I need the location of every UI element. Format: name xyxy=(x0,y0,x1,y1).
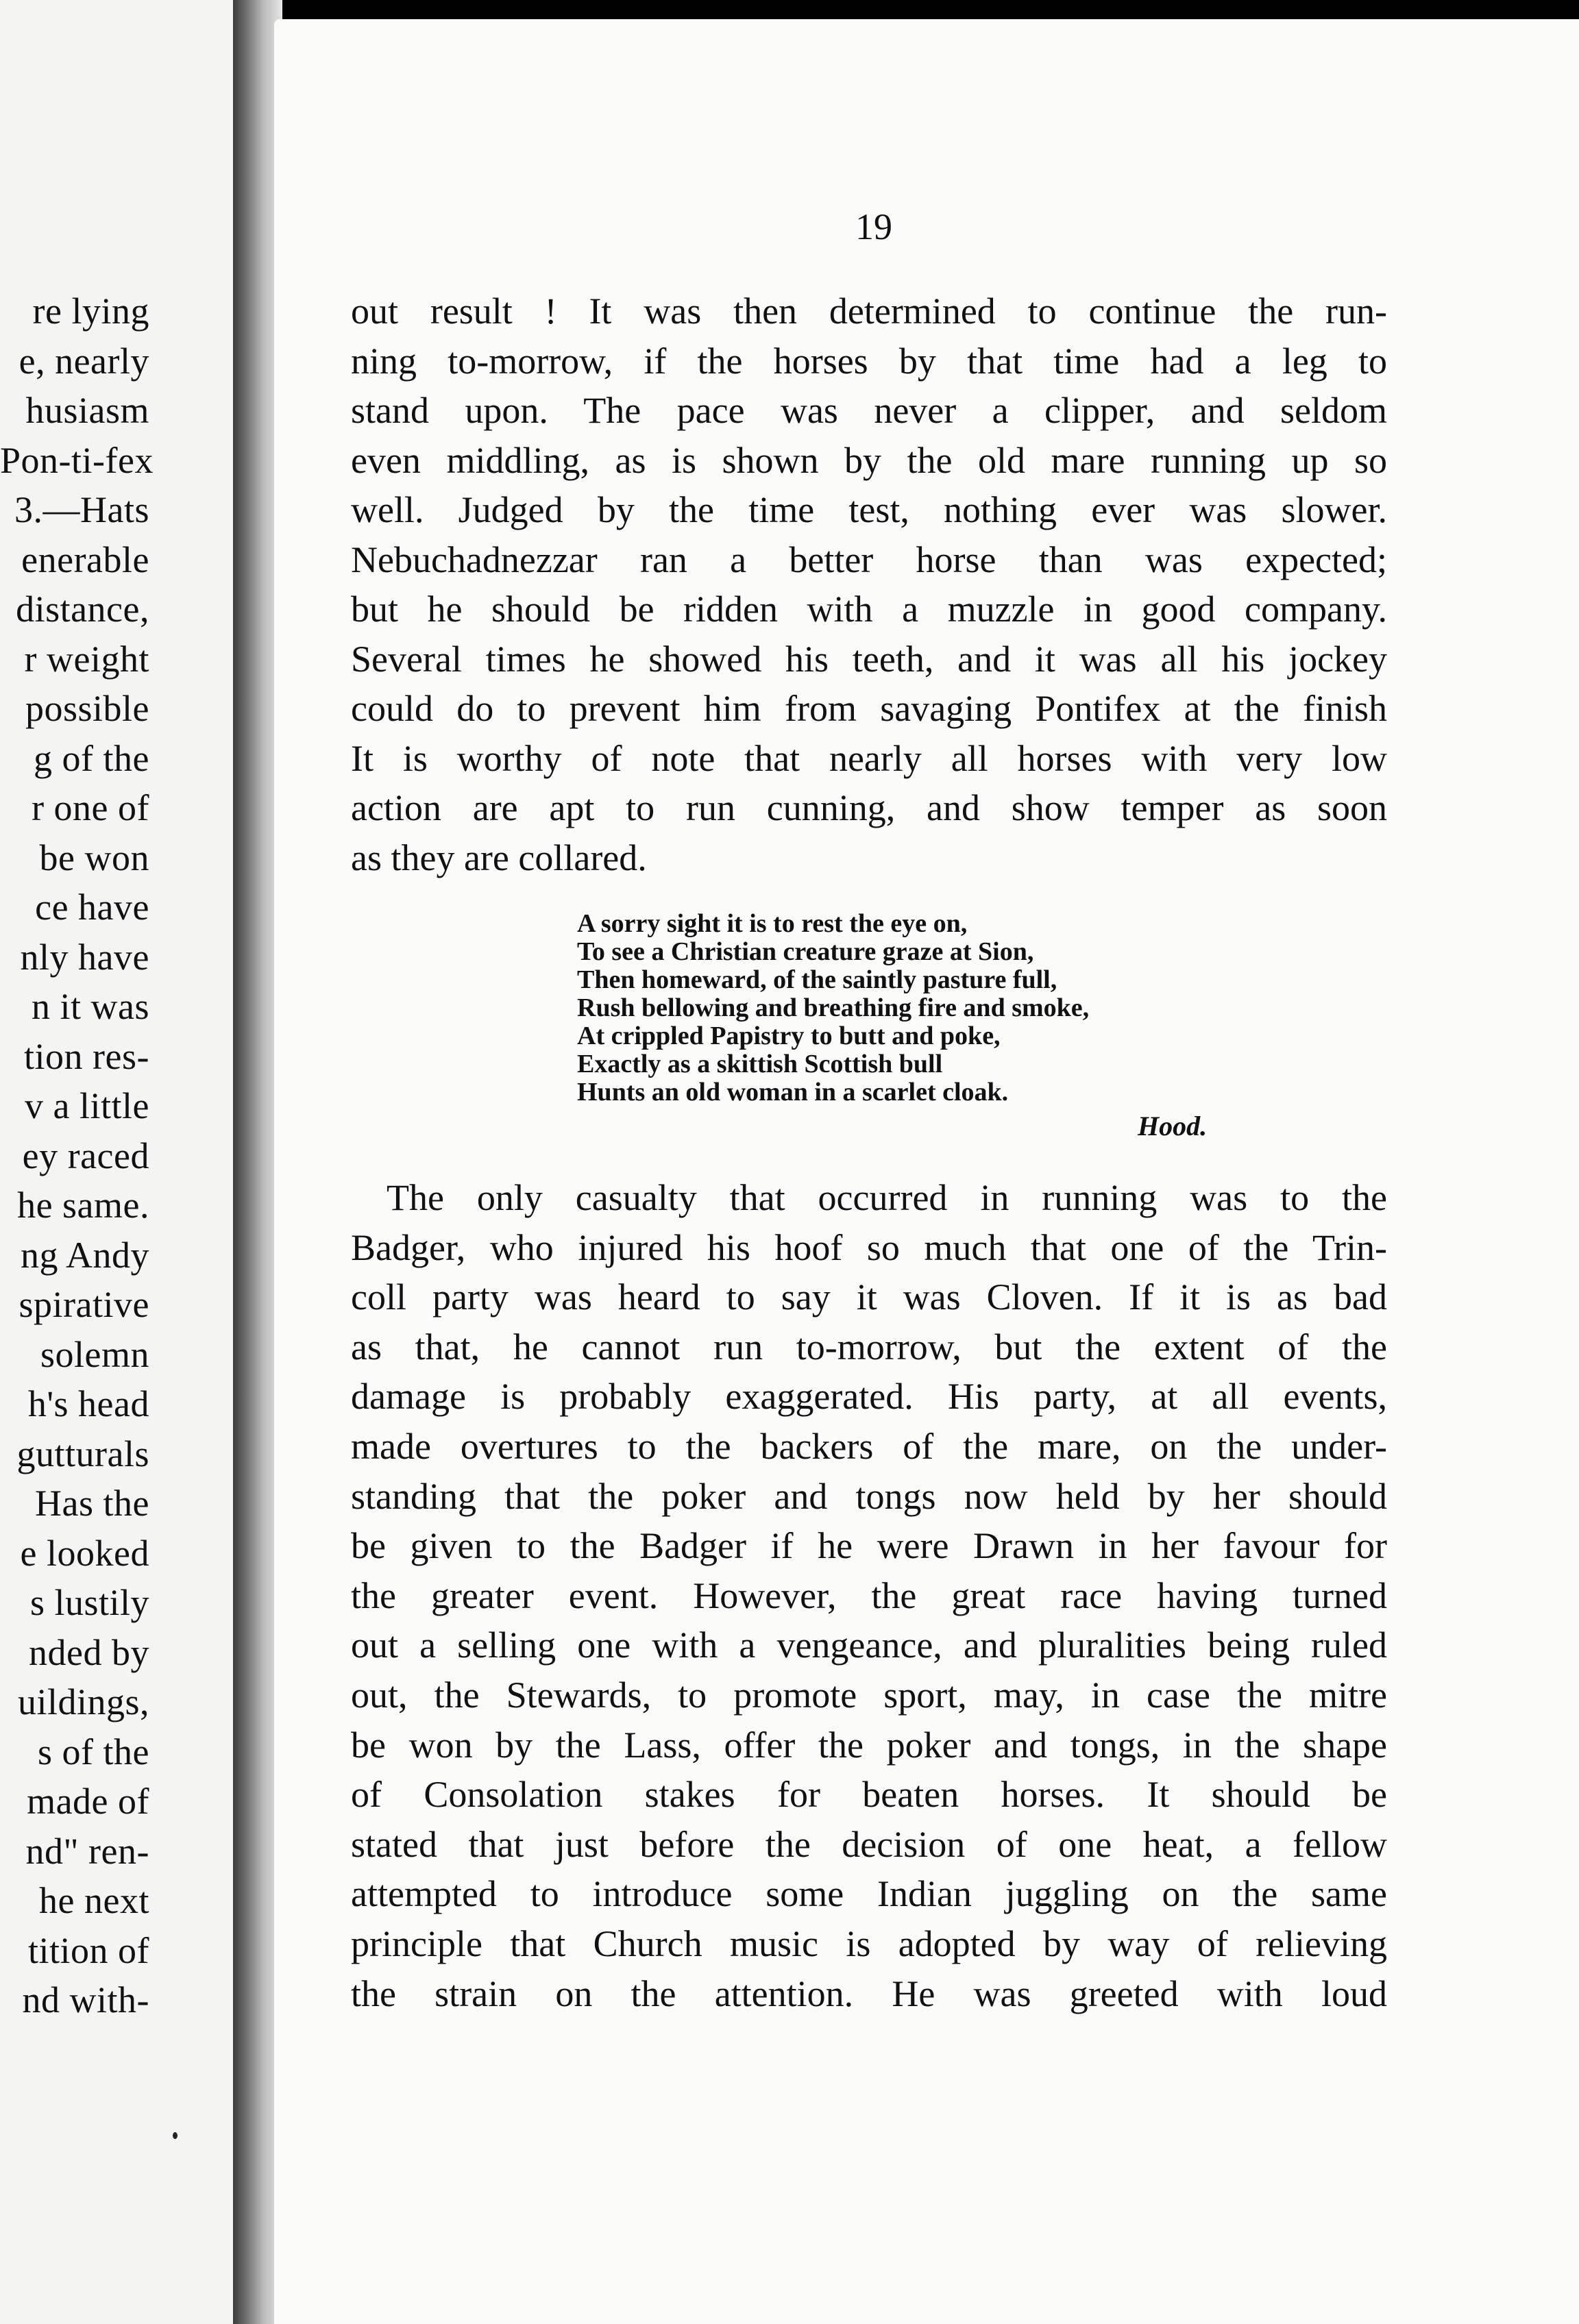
text-line: principle that Church music is adopted by way of relieving xyxy=(351,1923,1387,1964)
text-line: Badger, who injured his hoof so much that one of the Trin- xyxy=(351,1226,1387,1268)
facing-page-line: solemn xyxy=(40,1333,149,1375)
facing-page-line: nly have xyxy=(20,936,149,978)
facing-page-line: Has the xyxy=(35,1483,149,1524)
text-line: action are apt to run cunning, and show temper as soon xyxy=(351,787,1387,828)
text-line: ning to-morrow, if the horses by that time had a leg to xyxy=(351,340,1387,382)
verse-line: Then homeward, of the saintly pasture full, xyxy=(577,965,1057,994)
facing-page-line: he next xyxy=(39,1880,149,1921)
page-number: 19 xyxy=(855,206,892,247)
text-line: It is worthy of note that nearly all horses with very low xyxy=(351,737,1387,779)
facing-page-line: gutturals xyxy=(16,1433,149,1474)
paragraph-2 xyxy=(351,1173,1387,2018)
facing-page-line: e looked xyxy=(20,1532,149,1574)
facing-page-line: ce have xyxy=(35,887,149,928)
facing-page-line: made of xyxy=(27,1781,149,1822)
facing-page-line: s of the xyxy=(38,1731,149,1772)
facing-page-line: Pon-ti-fex xyxy=(0,439,154,481)
text-line: even middling, as is shown by the old mare running up so xyxy=(351,439,1387,481)
text-line: of Consolation stakes for beaten horses. It should be xyxy=(351,1774,1387,1816)
text-line: stated that just before the decision of one heat, a fellow xyxy=(351,1823,1387,1865)
facing-page-line: be won xyxy=(39,837,149,878)
text-line: the strain on the attention. He was greeted with loud xyxy=(351,1973,1387,2014)
facing-page-line: tition of xyxy=(28,1929,149,1971)
facing-page-line: possible xyxy=(25,688,149,729)
verse-line: Rush bellowing and breathing fire and smoke, xyxy=(577,993,1090,1022)
facing-page-line: n it was xyxy=(32,986,149,1027)
text-line: Nebuchadnezzar ran a better horse than was expected; xyxy=(351,539,1387,580)
facing-page-line: e, nearly xyxy=(19,340,149,382)
verse-line: A sorry sight it is to rest the eye on, xyxy=(577,909,968,938)
text-line: as that, he cannot run to-morrow, but the extent of the xyxy=(351,1326,1387,1368)
text-line: could do to prevent him from savaging Pontifex at the finish xyxy=(351,688,1387,729)
facing-page-line: 3.—Hats xyxy=(14,489,149,530)
text-line: the greater event. However, the great race having turned xyxy=(351,1574,1387,1616)
text-line: standing that the poker and tongs now held by her should xyxy=(351,1475,1387,1517)
facing-page-line: nded by xyxy=(29,1631,149,1673)
text-line: attempted to introduce some Indian juggling on the same xyxy=(351,1873,1387,1915)
text-line: Several times he showed his teeth, and it was all his jockey xyxy=(351,638,1387,680)
facing-page-line: he same. xyxy=(17,1185,149,1226)
facing-page-fragment xyxy=(0,0,233,2324)
facing-page-line: tion res- xyxy=(24,1035,149,1077)
facing-page-line: husiasm xyxy=(25,390,149,431)
text-line: The only casualty that occurred in running was to the xyxy=(387,1177,1387,1218)
ink-speck xyxy=(173,2132,178,2139)
facing-page-line: re lying xyxy=(32,290,149,332)
facing-page-line: r weight xyxy=(24,638,149,680)
verse-attribution: Hood. xyxy=(1138,1111,1208,1141)
text-line: but he should be ridden with a muzzle in good company. xyxy=(351,589,1387,630)
facing-page-line: h's head xyxy=(27,1383,149,1424)
verse-line: Exactly as a skittish Scottish bull xyxy=(577,1050,943,1078)
paragraph-1 xyxy=(351,286,1387,882)
verse-line: To see a Christian creature graze at Sion, xyxy=(577,937,1034,966)
text-line: damage is probably exaggerated. His party, at all events, xyxy=(351,1376,1387,1418)
facing-page-line: ey raced xyxy=(22,1135,149,1176)
verse-line: Hunts an old woman in a scarlet cloak. xyxy=(577,1078,1009,1107)
text-line: coll party was heard to say it was Cloven. If it is as bad xyxy=(351,1276,1387,1318)
facing-page-line: s lustily xyxy=(29,1582,149,1623)
facing-page-line: g of the xyxy=(34,737,149,779)
text-line: as they are collared. xyxy=(351,837,647,878)
facing-page-line: distance, xyxy=(16,589,149,630)
facing-page-line: r one of xyxy=(32,787,149,828)
text-line: stand upon. The pace was never a clipper, and seldom xyxy=(351,390,1387,431)
facing-page-line: nd" ren- xyxy=(25,1830,149,1872)
facing-page-line: spirative xyxy=(19,1284,149,1325)
facing-page-line: v a little xyxy=(25,1085,149,1126)
text-line: out result ! It was then determined to continue the run- xyxy=(351,290,1387,332)
text-line: out, the Stewards, to promote sport, may, in case the mitre xyxy=(351,1674,1387,1716)
facing-page-line: nd with- xyxy=(22,1979,149,2020)
verse-line: At crippled Papistry to butt and poke, xyxy=(577,1022,1001,1050)
facing-page-line: ng Andy xyxy=(20,1234,149,1276)
text-line: be given to the Badger if he were Drawn in her favour for xyxy=(351,1525,1387,1567)
text-line: well. Judged by the time test, nothing ever was slower. xyxy=(351,489,1387,530)
facing-page-text xyxy=(0,286,233,2025)
verse-quotation xyxy=(577,910,1228,1107)
text-line: made overtures to the backers of the mare, on the under- xyxy=(351,1425,1387,1467)
facing-page-line: enerable xyxy=(21,539,149,580)
text-line: out a selling one with a vengeance, and pluralities being ruled xyxy=(351,1624,1387,1666)
facing-page-line: uildings, xyxy=(17,1681,149,1722)
text-line: be won by the Lass, offer the poker and tongs, in the shape xyxy=(351,1724,1387,1766)
